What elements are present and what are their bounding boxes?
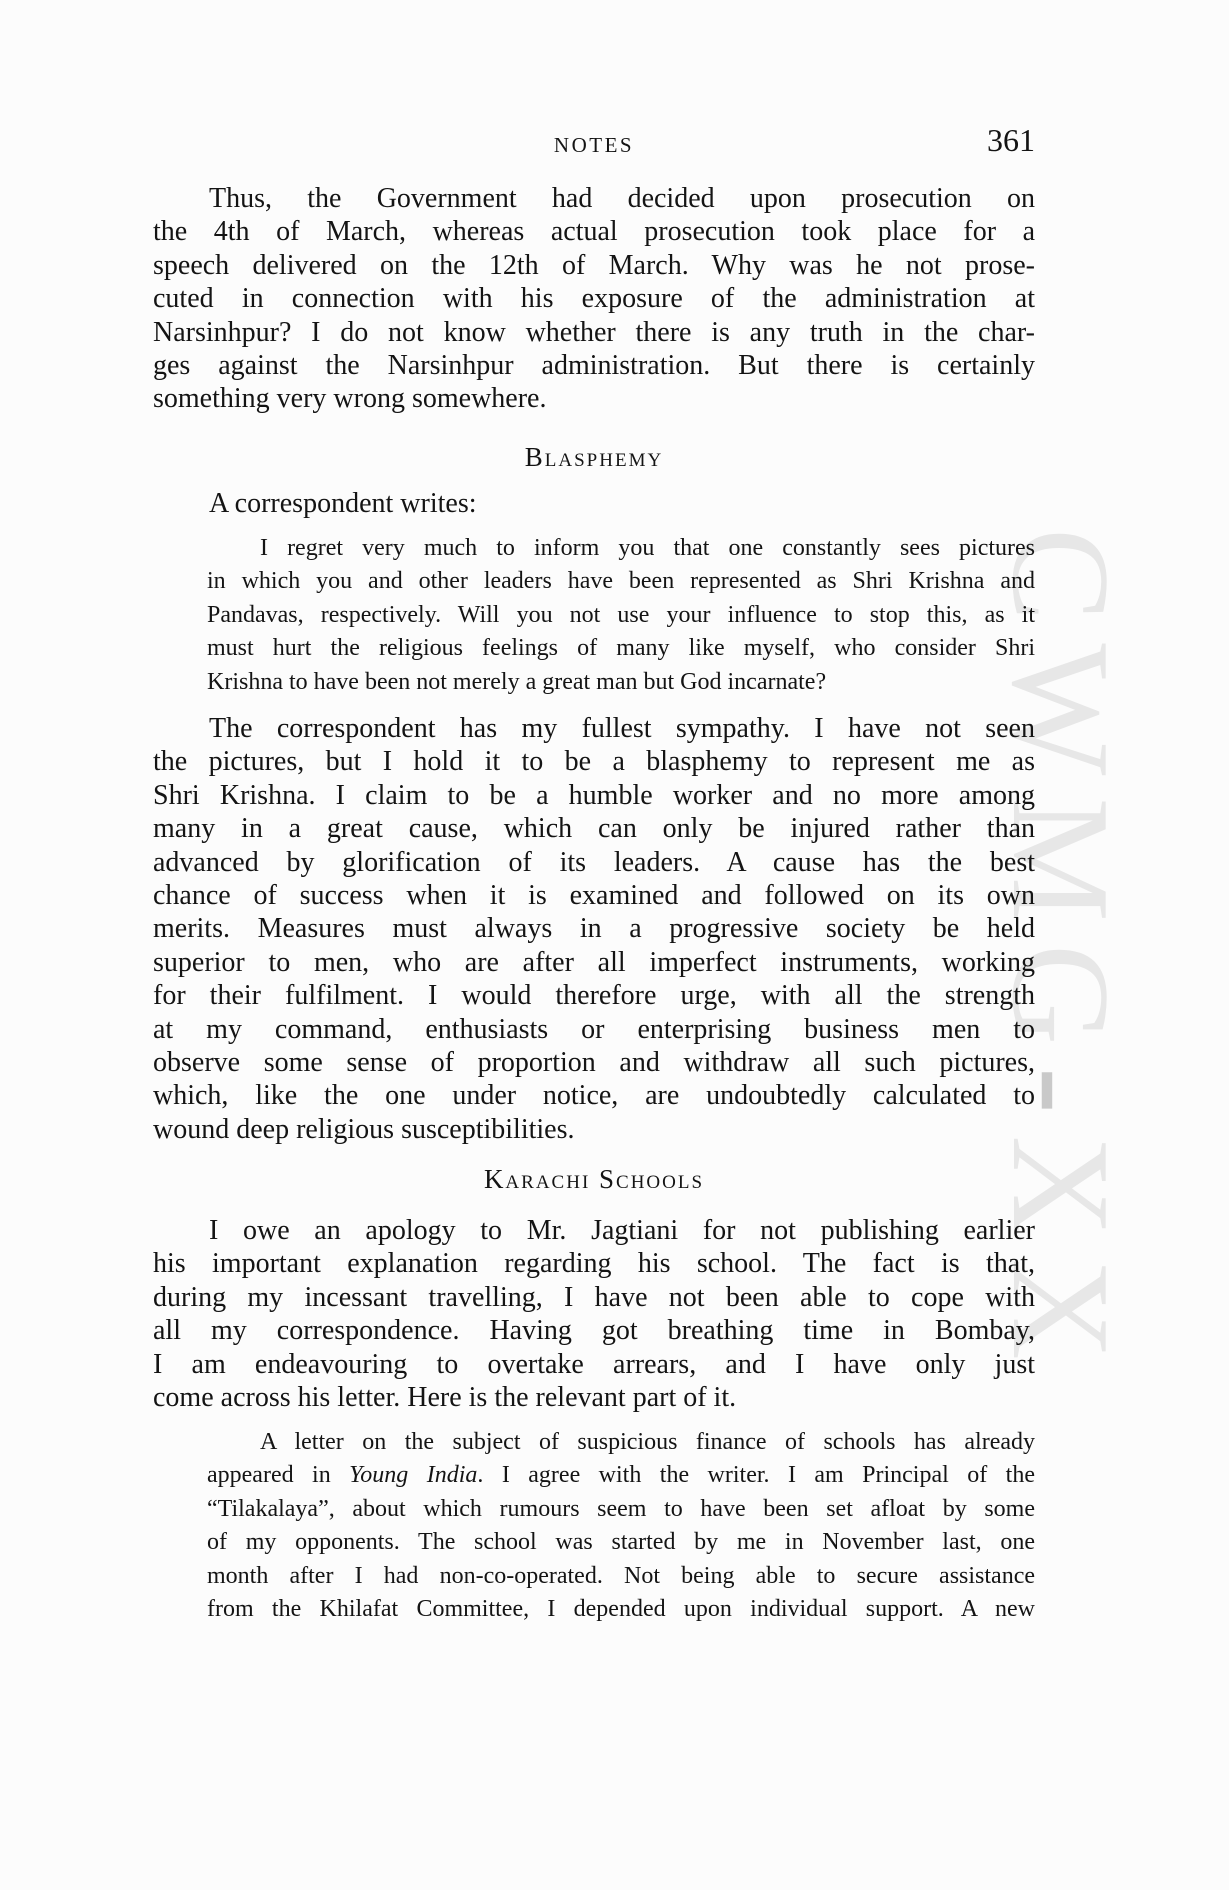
text-line: come across his letter. Here is the relevant part of it. [153,1382,737,1414]
text-line: which, like the one under notice, are undoubtedly calculated to [153,1080,1035,1112]
watermark-hyphen: - [983,1067,1138,1136]
text-line: “Tilakalaya”, about which rumours seem to have been set afloat by some [207,1495,1035,1522]
text-line: I regret very much to inform you that one constantly sees pictures [260,535,1035,561]
text-line: Thus, the Government had decided upon prosecution on [209,183,1035,214]
text-line: I owe an apology to Mr. Jagtiani for not publishing earlier [209,1215,1035,1246]
paragraph-prosecution [153,182,1035,416]
text-line: the pictures, but I hold it to be a blasphemy to represent me as [153,746,1035,778]
text-line: cuted in connection with his exposure of the administration at [153,283,1035,315]
quote-jagtiani-letter [207,1426,1035,1626]
text-line: ges against the Narsinhpur administration. But there is certainly [153,350,1035,382]
paragraph-apology-jagtiani [153,1214,1035,1414]
quote-correspondent-letter [207,532,1035,699]
text-line: Pandavas, respectively. Will you not use your influence to stop this, as it [207,601,1035,628]
paragraph-sympathy-reply [153,712,1035,1146]
text-line: Narsinhpur? I do not know whether there is any truth in the char- [153,316,1035,348]
text-line: month after I had non-co-operated. Not being able to secure assistance [207,1562,1035,1589]
text-line: all my correspondence. Having got breathing time in Bombay, [153,1315,1035,1347]
text-line: of my opponents. The school was started by me in November last, one [207,1529,1035,1556]
text-line: something very wrong somewhere. [153,383,547,415]
text-line: for their fulfilment. I would therefore urge, with all the strength [153,980,1035,1012]
text-line: The correspondent has my fullest sympathy. I have not seen [209,713,1035,744]
text-line: observe some sense of proportion and withdraw all such pictures, [153,1047,1035,1079]
page-number: 361 [987,122,1035,158]
paragraph-correspondent-writes [153,487,1035,520]
text-line: from the Khilafat Committee, I depended upon individual support. A new [207,1596,1035,1623]
text-line: must hurt the religious feelings of many like myself, who consider Shri [207,635,1035,662]
text-line: many in a great cause, which can only be injured rather than [153,813,1035,845]
text-line: appeared in Young India. I agree with the writer. I am Principal of the [207,1462,1035,1489]
text-line: Krishna to have been not merely a great man but God incarnate? [207,668,827,695]
watermark-cwmg-xx: CWMG-XX [983,528,1138,1382]
text-line: the 4th of March, whereas actual prosecution took place for a [153,216,1035,248]
heading-karachi-schools: Karachi Schools [483,1164,705,1194]
running-title: NOTES [553,133,635,157]
text-line: during my incessant travelling, I have not been able to cope with [153,1281,1035,1313]
text-line: Shri Krishna. I claim to be a humble worker and no more among [153,779,1035,811]
text-line: A correspondent writes: [209,488,477,519]
text-line: at my command, enthusiasts or enterprising business men to [153,1013,1035,1045]
heading-blasphemy: Blasphemy [524,442,664,472]
text-line: I am endeavouring to overtake arrears, and I have only just [153,1348,1035,1380]
text-line: A letter on the subject of suspicious finance of schools has already [260,1429,1035,1455]
text-line: his important explanation regarding his school. The fact is that, [153,1248,1035,1280]
text-line: advanced by glorification of its leaders. A cause has the best [153,846,1035,878]
text-line: speech delivered on the 12th of March. Why was he not prose- [153,249,1035,281]
text-line: chance of success when it is examined and followed on its own [153,880,1035,912]
text-line: in which you and other leaders have been represented as Shri Krishna and [207,568,1035,595]
text-line: superior to men, who are after all imperfect instruments, working [153,946,1035,978]
text-line: merits. Measures must always in a progressive society be held [153,913,1035,945]
text-line: wound deep religious susceptibilities. [153,1113,575,1145]
